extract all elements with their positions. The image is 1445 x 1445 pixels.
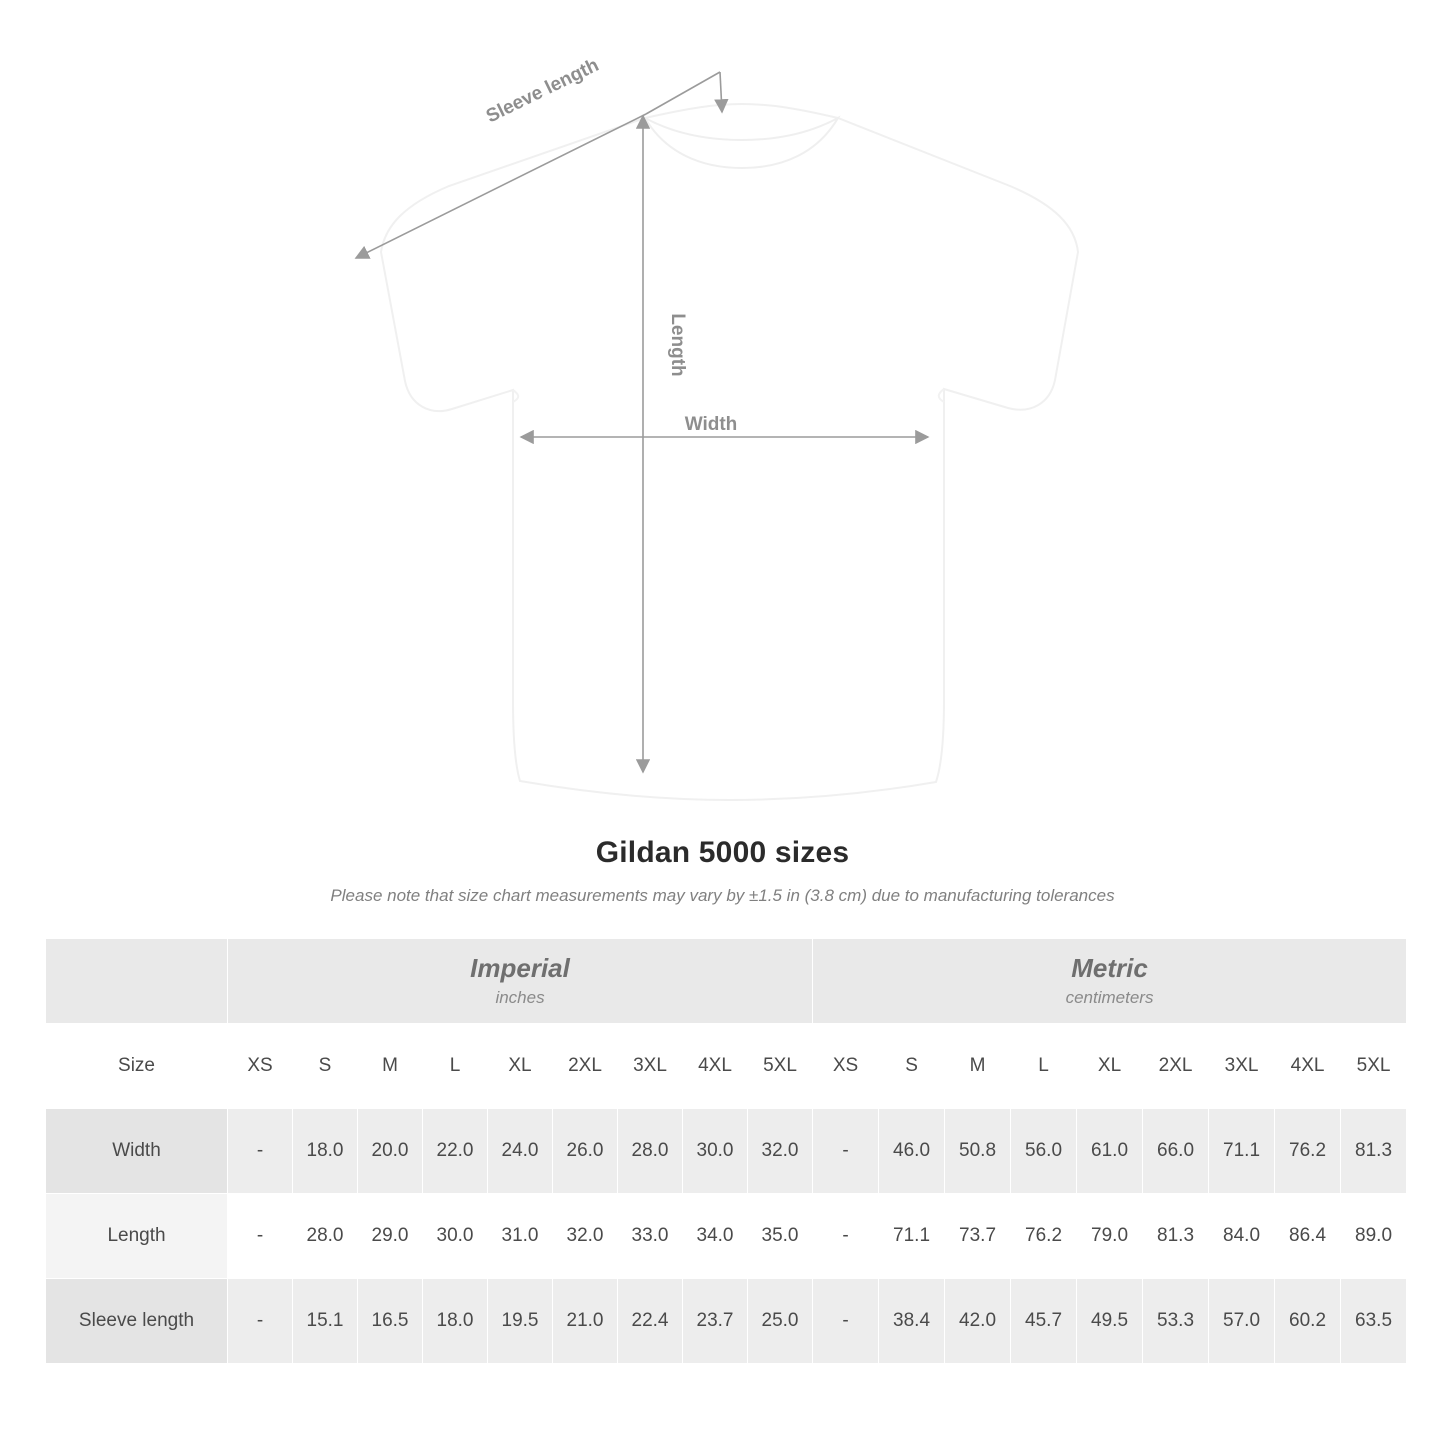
cell-sleeve-metric-xs: - — [813, 1279, 879, 1364]
tshirt-shape — [381, 104, 1078, 800]
col-head-metric-4xl: 4XL — [1275, 1024, 1341, 1109]
unit-sub-imperial: inches — [495, 987, 545, 1007]
cell-length-metric-xl: 79.0 — [1077, 1194, 1143, 1279]
unit-sub-metric: centimeters — [1065, 987, 1154, 1007]
col-head-metric-3xl: 3XL — [1209, 1024, 1275, 1109]
cell-length-metric-4xl: 86.4 — [1275, 1194, 1341, 1279]
cell-length-imperial-xs: - — [228, 1194, 293, 1279]
cell-length-metric-3xl: 84.0 — [1209, 1194, 1275, 1279]
unit-header-row — [46, 939, 1407, 1024]
cell-length-metric-m: 73.7 — [945, 1194, 1011, 1279]
cell-sleeve-imperial-3xl: 22.4 — [618, 1279, 683, 1364]
cell-width-imperial-m: 20.0 — [358, 1109, 423, 1194]
col-head-metric-5xl: 5XL — [1341, 1024, 1407, 1109]
size-header-label: Size — [46, 1024, 228, 1109]
cell-width-imperial-5xl: 32.0 — [748, 1109, 813, 1194]
cell-sleeve-imperial-5xl: 25.0 — [748, 1279, 813, 1364]
tolerance-note: Please note that size chart measurements may vary by ±1.5 in (3.8 cm) due to manufacturing tolerances — [330, 886, 1115, 905]
cell-sleeve-metric-m: 42.0 — [945, 1279, 1011, 1364]
size-table — [45, 938, 1407, 1364]
row-label-width: Width — [46, 1109, 228, 1194]
cell-length-metric-5xl: 89.0 — [1341, 1194, 1407, 1279]
unit-header-metric — [813, 939, 1407, 1024]
cell-width-metric-2xl: 66.0 — [1143, 1109, 1209, 1194]
unit-name-metric: Metric — [1071, 953, 1148, 983]
col-head-metric-xl: XL — [1077, 1024, 1143, 1109]
cell-width-metric-s: 46.0 — [879, 1109, 945, 1194]
cell-width-metric-4xl: 76.2 — [1275, 1109, 1341, 1194]
title-block — [0, 836, 1445, 906]
cell-width-metric-5xl: 81.3 — [1341, 1109, 1407, 1194]
cell-length-imperial-4xl: 34.0 — [683, 1194, 748, 1279]
cell-sleeve-metric-2xl: 53.3 — [1143, 1279, 1209, 1364]
cell-width-imperial-xl: 24.0 — [488, 1109, 553, 1194]
cell-width-metric-xl: 61.0 — [1077, 1109, 1143, 1194]
cell-sleeve-metric-xl: 49.5 — [1077, 1279, 1143, 1364]
cell-width-metric-xs: - — [813, 1109, 879, 1194]
cell-sleeve-metric-s: 38.4 — [879, 1279, 945, 1364]
cell-length-imperial-3xl: 33.0 — [618, 1194, 683, 1279]
col-head-metric-2xl: 2XL — [1143, 1024, 1209, 1109]
col-head-imperial-l: L — [423, 1024, 488, 1109]
col-head-metric-m: M — [945, 1024, 1011, 1109]
sleeve-length-label: Sleeve length — [482, 54, 603, 128]
cell-width-imperial-l: 22.0 — [423, 1109, 488, 1194]
cell-length-metric-xs: - — [813, 1194, 879, 1279]
cell-length-imperial-m: 29.0 — [358, 1194, 423, 1279]
cell-length-imperial-2xl: 32.0 — [553, 1194, 618, 1279]
unit-header-imperial — [228, 939, 813, 1024]
page-title: Gildan 5000 sizes — [595, 836, 850, 869]
width-label: Width — [684, 414, 738, 435]
cell-sleeve-imperial-s: 15.1 — [293, 1279, 358, 1364]
cell-width-imperial-xs: - — [228, 1109, 293, 1194]
table-row-width — [46, 1109, 1407, 1194]
cell-sleeve-imperial-2xl: 21.0 — [553, 1279, 618, 1364]
cell-sleeve-imperial-l: 18.0 — [423, 1279, 488, 1364]
col-head-imperial-5xl: 5XL — [748, 1024, 813, 1109]
cell-length-imperial-l: 30.0 — [423, 1194, 488, 1279]
cell-sleeve-metric-3xl: 57.0 — [1209, 1279, 1275, 1364]
cell-length-imperial-xl: 31.0 — [488, 1194, 553, 1279]
size-header-row — [46, 1024, 1407, 1109]
cell-width-imperial-4xl: 30.0 — [683, 1109, 748, 1194]
cell-sleeve-metric-4xl: 60.2 — [1275, 1279, 1341, 1364]
col-head-metric-l: L — [1011, 1024, 1077, 1109]
cell-sleeve-imperial-4xl: 23.7 — [683, 1279, 748, 1364]
col-head-imperial-2xl: 2XL — [553, 1024, 618, 1109]
cell-width-metric-3xl: 71.1 — [1209, 1109, 1275, 1194]
table-row-sleeve-length — [46, 1279, 1407, 1364]
cell-length-imperial-s: 28.0 — [293, 1194, 358, 1279]
row-label-sleeve-length: Sleeve length — [46, 1279, 228, 1364]
cell-length-metric-l: 76.2 — [1011, 1194, 1077, 1279]
cell-width-metric-m: 50.8 — [945, 1109, 1011, 1194]
col-head-imperial-m: M — [358, 1024, 423, 1109]
cell-sleeve-imperial-m: 16.5 — [358, 1279, 423, 1364]
cell-length-metric-2xl: 81.3 — [1143, 1194, 1209, 1279]
col-head-metric-s: S — [879, 1024, 945, 1109]
col-head-imperial-xs: XS — [228, 1024, 293, 1109]
cell-length-imperial-5xl: 35.0 — [748, 1194, 813, 1279]
cell-sleeve-imperial-xl: 19.5 — [488, 1279, 553, 1364]
cell-width-imperial-3xl: 28.0 — [618, 1109, 683, 1194]
cell-width-imperial-2xl: 26.0 — [553, 1109, 618, 1194]
unit-name-imperial: Imperial — [470, 953, 570, 983]
col-head-imperial-4xl: 4XL — [683, 1024, 748, 1109]
cell-sleeve-metric-l: 45.7 — [1011, 1279, 1077, 1364]
length-label: Length — [667, 313, 688, 377]
cell-width-imperial-s: 18.0 — [293, 1109, 358, 1194]
col-head-imperial-xl: XL — [488, 1024, 553, 1109]
cell-length-metric-s: 71.1 — [879, 1194, 945, 1279]
row-label-length: Length — [46, 1194, 228, 1279]
size-table-wrapper — [45, 938, 1400, 1364]
col-head-imperial-s: S — [293, 1024, 358, 1109]
col-head-metric-xs: XS — [813, 1024, 879, 1109]
unit-header-blank — [46, 939, 228, 1024]
col-head-imperial-3xl: 3XL — [618, 1024, 683, 1109]
cell-sleeve-metric-5xl: 63.5 — [1341, 1279, 1407, 1364]
cell-width-metric-l: 56.0 — [1011, 1109, 1077, 1194]
table-row-length — [46, 1194, 1407, 1279]
cell-sleeve-imperial-xs: - — [228, 1279, 293, 1364]
